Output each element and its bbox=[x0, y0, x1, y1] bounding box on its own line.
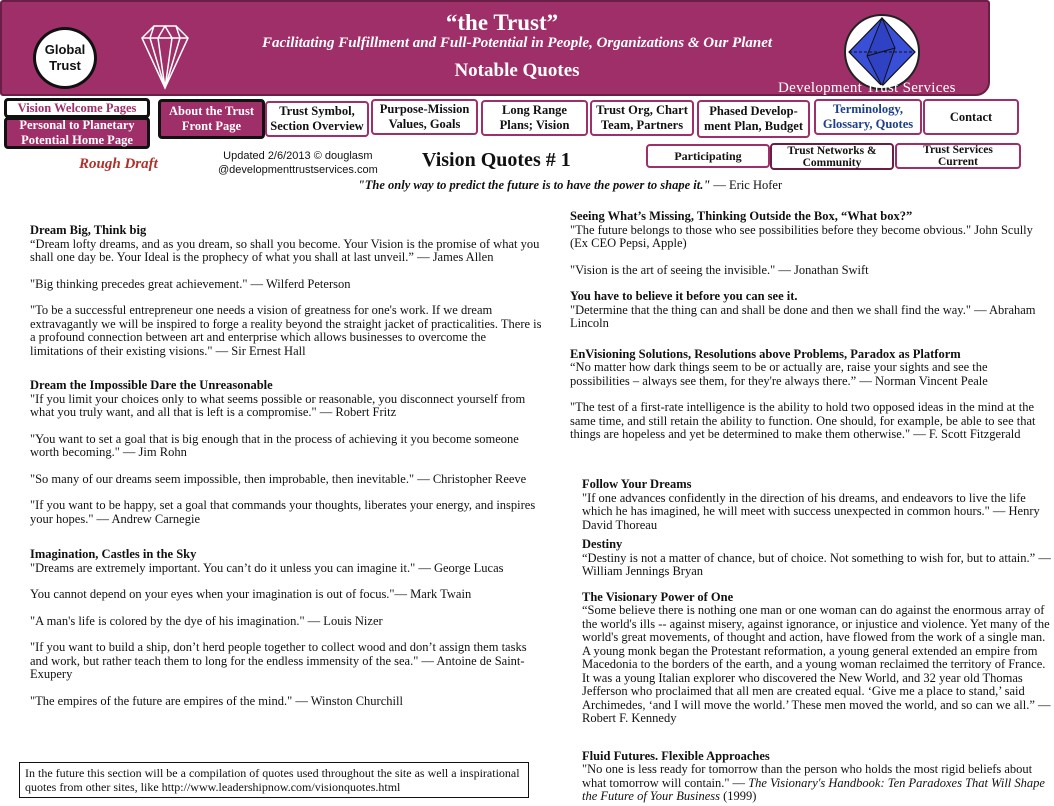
quote: “Some believe there is nothing one man or one woman can do against the enormous array of the world's ills -- against misery, against ignorance, or injustice and violence. Yet many of the world's great movements, of thought and action, have flowed from the work of a single man. A young monk began the Protestant reformation, a young general extended an empire from Macedonia to the borders of the earth, and a young woman reclaimed the territory of France. It was a young Italian explorer who discovered the New World, and 32 year old Thomas Jefferson who proclaimed that all men are created equal. ‘Give me a place to stand,’ said Archimedes, ‘and I will move the world.’ These men moved the world, and so can we all.” — Robert F. Kennedy bbox=[582, 603, 1051, 725]
nav-label: Team, Partners bbox=[600, 118, 684, 132]
book-title: The Visionary's Handbook: Ten Paradoxes That Will Shape the Future of Your Business bbox=[582, 775, 1045, 803]
quote: You cannot depend on your eyes when your imagination is out of focus."— Mark Twain bbox=[30, 587, 472, 601]
quote: “Dream lofty dreams, and as you dream, so shall you become. Your Vision is the promise of what you shall one day be. Your Ideal is the prophecy of what you shall at last unveil.” — James Allen bbox=[30, 236, 540, 264]
nav-label: Community bbox=[802, 156, 862, 169]
page-title: Notable Quotes bbox=[454, 60, 580, 81]
quote: "So many of our dreams seem impossible, then improbable, then inevitable." — Christopher Reeve bbox=[30, 471, 527, 486]
nav-label: About the Trust bbox=[169, 104, 254, 118]
nav-label: Potential Home Page bbox=[21, 133, 133, 147]
quote: “No matter how dark things seem to be or actually are, raise your sights and see the possibilities – always see them, for they're always there.” — Norman Vincent Peale bbox=[570, 360, 988, 388]
quote: "The empires of the future are empires of the mind." — Winston Churchill bbox=[30, 693, 403, 708]
featured-quote bbox=[0, 178, 1054, 193]
quote: "You want to set a goal that is big enough that in the process of achieving it you become someone worth becoming." — Jim Rohn bbox=[30, 431, 519, 459]
quotes-right-column-bottom bbox=[582, 478, 1052, 804]
updated-line-2: @developmenttrustservices.com bbox=[218, 164, 378, 176]
nav-label: Terminology, bbox=[832, 102, 904, 116]
nav-label: Current bbox=[937, 156, 978, 168]
quotes-right-column-top bbox=[570, 210, 1044, 442]
section-heading: Dream Big, Think big bbox=[30, 223, 147, 237]
quote: "Big thinking precedes great achievement." — Wilferd Peterson bbox=[30, 276, 351, 291]
section-heading: Dream the Impossible Dare the Unreasonable bbox=[30, 378, 273, 392]
section-heading: EnVisioning Solutions, Resolutions above Problems, Paradox as Platform bbox=[570, 346, 961, 361]
nav-trust-symbol-button[interactable] bbox=[265, 101, 369, 137]
org-name: Development Trust Services bbox=[778, 80, 956, 96]
section-heading: Follow Your Dreams bbox=[582, 477, 692, 491]
nav-label: Trust Services bbox=[923, 144, 993, 156]
section-heading: Seeing What’s Missing, Thinking Outside the Box, “What box?” bbox=[570, 209, 913, 223]
nav-label: Participating bbox=[674, 148, 742, 163]
section-heading: You have to believe it before you can see it. bbox=[570, 289, 798, 303]
quote: "To be a successful entrepreneur one needs a vision of greatness for one's work. If we dream extravagantly we will be inspired to forge a reality beyond the straight jacket of practicalities. There is a profound connection between art and enterprise which allows businesses to overcome the limitations of their existing visions." — Sir Ernest Hall bbox=[30, 303, 542, 358]
nav-label: Trust Symbol, bbox=[279, 104, 355, 118]
nav-terminology-button[interactable] bbox=[814, 99, 922, 135]
nav-vision-welcome-button[interactable] bbox=[4, 98, 150, 118]
section-heading: Imagination, Castles in the Sky bbox=[30, 547, 197, 561]
quote-text: "No one is less ready for tomorrow than the person who holds the most rigid beliefs about what tomorrow will contain." — bbox=[582, 762, 1033, 790]
quote: "If you limit your choices only to what seems possible or reasonable, you disconnect yourself from what you truly want, and all that is left is a compromise." — Robert Fritz bbox=[30, 391, 526, 419]
quote: "Vision is the art of seeing the invisible." — Jonathan Swift bbox=[570, 262, 869, 277]
nav-personal-planetary-button[interactable] bbox=[4, 117, 150, 149]
header-banner bbox=[0, 0, 990, 96]
section-heading: Destiny bbox=[582, 537, 623, 551]
section-heading: The Visionary Power of One bbox=[582, 589, 734, 604]
featured-quote-text: "The only way to predict the future is to have the power to shape it." bbox=[357, 178, 711, 192]
future-section-note bbox=[19, 762, 529, 798]
nav-label: Values, Goals bbox=[388, 117, 461, 131]
nav-long-range-button[interactable] bbox=[481, 100, 588, 136]
updated-line-1: Updated 2/6/2013 © douglasm bbox=[223, 150, 373, 162]
site-tagline: Facilitating Fulfillment and Full-Potential in People, Organizations & Our Planet bbox=[261, 35, 773, 51]
nav-trust-org-button[interactable] bbox=[590, 100, 694, 136]
quotes-left-column bbox=[30, 224, 542, 708]
nav-label: Front Page bbox=[181, 119, 242, 133]
quote: "Dreams are extremely important. You can’t do it unless you can imagine it." — George Lucas bbox=[30, 560, 504, 575]
nav-label: Vision Welcome Pages bbox=[17, 100, 137, 115]
vision-quotes-title: Vision Quotes # 1 bbox=[422, 149, 571, 171]
nav-label: Personal to Planetary bbox=[19, 118, 135, 132]
quote: "If you want to build a ship, don’t herd people together to collect wood and don’t assign them tasks and work, but rather teach them to long for the endless immensity of the sea." — Antoine de Saint-Exupery bbox=[30, 640, 527, 681]
rough-draft-label: Rough Draft bbox=[79, 156, 158, 172]
logo-line-1: Global bbox=[44, 42, 86, 57]
nav-label: Trust Org, Chart bbox=[596, 103, 688, 117]
quote: "A man's life is colored by the dye of his imagination." — Louis Nizer bbox=[30, 613, 383, 628]
note-text: In the future this section will be a compilation of quotes used throughout the site as well a inspirational quotes from other sites, like http://www.leadershipnow.com/visionquotes.html bbox=[25, 766, 520, 794]
nav-label: Long Range bbox=[502, 103, 567, 117]
nav-phased-development-button[interactable] bbox=[697, 100, 810, 138]
quote: "The future belongs to those who see possibilities before they become obvious." John Scully (Ex CEO Pepsi, Apple) bbox=[570, 222, 1033, 250]
quote: "If you want to be happy, set a goal that commands your thoughts, liberates your energy, and inspires your hopes." — Andrew Carnegie bbox=[30, 498, 536, 526]
nav-label: Section Overview bbox=[270, 119, 364, 133]
updated-note bbox=[218, 149, 378, 177]
logo-line-2: Trust bbox=[49, 58, 81, 73]
nav-label: Phased Develop- bbox=[709, 104, 798, 118]
nav-purpose-mission-button[interactable] bbox=[371, 99, 478, 135]
site-title: “the Trust” bbox=[445, 10, 559, 35]
nav-trust-networks-button[interactable] bbox=[770, 143, 894, 170]
nav-trust-services-button[interactable] bbox=[895, 143, 1021, 169]
featured-quote-author: — Eric Hofer bbox=[710, 178, 783, 192]
nav-label: Trust Networks & bbox=[787, 144, 877, 157]
quote: “Destiny is not a matter of chance, but of choice. Not something to wish for, but to attain.” — William Jennings Bryan bbox=[582, 550, 1051, 578]
quote: "Determine that the thing can and shall be done and then we shall find the way." — Abraham Lincoln bbox=[570, 302, 1036, 330]
nav-participating-button[interactable] bbox=[646, 144, 770, 168]
book-year: (1999) bbox=[719, 789, 757, 803]
nav-about-trust-button[interactable] bbox=[158, 99, 265, 139]
quote: "The test of a first-rate intelligence is the ability to hold two opposed ideas in the mind at the same time, and still retain the ability to function. One should, for example, be able to see that things are hopeless and yet be determined to make them otherwise." — F. Scott Fitzgerald bbox=[570, 400, 1036, 441]
quote: "If one advances confidently in the direction of his dreams, and endeavors to live the life which he has imagined, he will meet with success unexpected in common hours." — Henry David Thoreau bbox=[582, 490, 1040, 532]
nav-label: Glossary, Quotes bbox=[822, 117, 914, 131]
nav-contact-button[interactable] bbox=[923, 99, 1019, 135]
nav-label: Purpose-Mission bbox=[379, 102, 470, 116]
section-heading: Fluid Futures. Flexible Approaches bbox=[582, 748, 770, 763]
nav-label: Contact bbox=[949, 109, 993, 124]
nav-label: ment Plan, Budget bbox=[704, 119, 803, 133]
nav-label: Plans; Vision bbox=[499, 118, 570, 132]
quote bbox=[582, 763, 1052, 804]
